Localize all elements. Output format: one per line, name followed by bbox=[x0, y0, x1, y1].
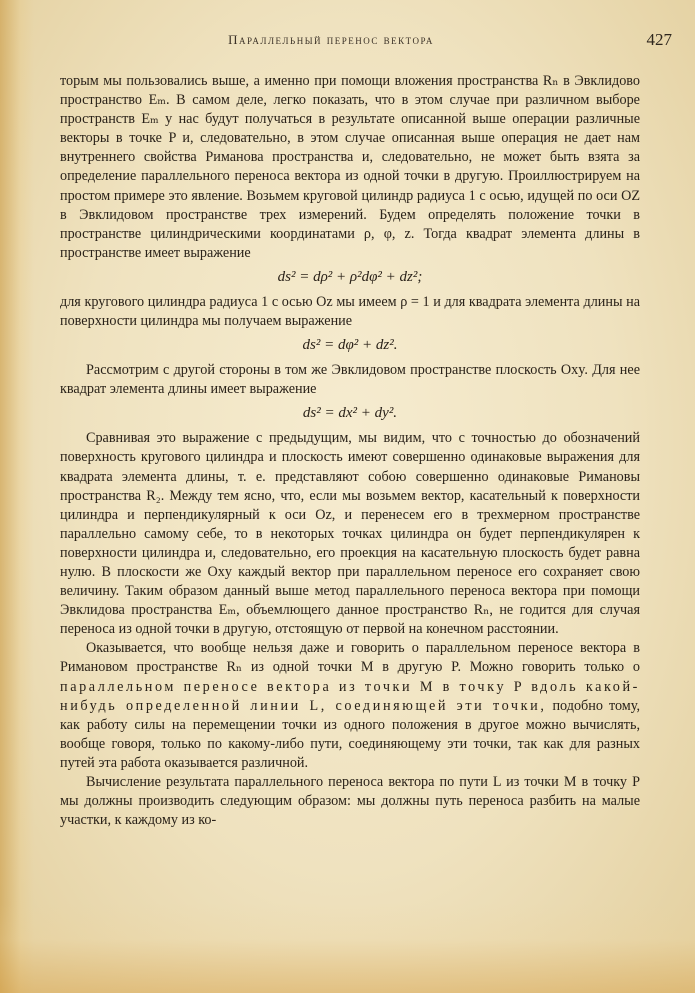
page-number: 427 bbox=[646, 30, 672, 49]
paragraph-5 bbox=[60, 639, 640, 773]
paragraph-6: Вычисление результата параллельного переноса вектора по пути L из точки M в точку P мы должны производить следующим образом: мы должны путь переноса разбить на малые участки, к каждому из ко- bbox=[60, 774, 640, 829]
paragraph-1: торым мы пользовались выше, а именно при помощи вложения пространства Rₙ в Эвклидово пространство Eₘ. В самом деле, легко показать, что в этом случае при различном выборе пространств Eₘ у нас будут получаться в результате описанной выше операции различные векторы в точке P и, следовательно, в этом случае описанная выше операция не дает нам внутреннего свойства Риманова пространства и, следовательно, не может быть взята за определение параллельного переноса вектора из одной точки в другую. Проиллюстрируем на простом примере это явление. Возьмем круговой цилиндр радиуса 1 с осью, идущей по оси OZ в Эвклидовом пространстве трех измерений. Будем определять положение точки в пространстве цилиндрическими координатами ρ, φ, z. Тогда квадрат элемента длины в пространстве имеет выражение bbox=[60, 73, 640, 261]
paragraph-3: Рассмотрим с другой стороны в том же Эвклидовом пространстве плоскость Oxy. Для нее квадрат элемента длины имеет выражение bbox=[60, 362, 640, 398]
formula-plane-metric: ds² = dx² + dy². bbox=[302, 405, 398, 422]
paragraph-4: Сравнивая это выражение с предыдущим, мы видим, что с точностью до обозначений поверхность кругового цилиндра и плоскость имеют совершенно одинаковые выражения для квадрата элемента длины, т. е. представляют собою совершенно одинаковые Римановы пространства R₂. Между тем ясно, что, если мы возьмем вектор, касательный к поверхности цилиндра и перпендикулярный к оси Oz, и перенесем его в трехмерном пространстве параллельно самому себе, то в некоторых точках цилиндра он будет перпендикулярен к поверхности цилиндра и, следовательно, его проекция на касательную плоскость будет равна нулю. В плоскости же Oxy каждый вектор при параллельном переносе его сохраняет свою величину. Таким образом данный выше метод параллельного переноса вектора при помощи Эвклидова пространства Eₘ, объемлющего данное пространство Rₙ, не годится для случая переноса из одной точки в другую, отстоящую от первой на конечном расстоянии. bbox=[60, 430, 640, 638]
paragraph-5-end: подобно тому, как работу силы на перемещении точки из одного положения в другое можно вычислять, вообще говоря, только по какому-либо пути, соединяющему эти точки, так как для разных путей эта работа оказывается различной. bbox=[60, 697, 640, 771]
running-title: Параллельный перенос вектора bbox=[228, 32, 434, 47]
page-edge-shadow bbox=[0, 0, 34, 993]
formula-cylindrical-metric: ds² = dρ² + ρ²dφ² + dz²; bbox=[277, 268, 423, 285]
page-header bbox=[60, 32, 672, 56]
page-bottom-tint bbox=[0, 903, 695, 993]
paragraph-5-emphasis: параллельном переносе вектора из точки M в точку P вдоль какой-нибудь определенной линии L, соединяющей эти точки, bbox=[60, 678, 640, 714]
body-text bbox=[60, 72, 640, 830]
formula-cylinder-surface-metric: ds² = dφ² + dz². bbox=[302, 337, 398, 354]
paragraph-2: для кругового цилиндра радиуса 1 с осью Oz мы имеем ρ = 1 и для квадрата элемента длины на поверхности цилиндра мы получаем выражение bbox=[60, 293, 640, 330]
paragraph-5-start: Оказывается, что вообще нельзя даже и говорить о параллельном переносе вектора в Римановом пространстве Rₙ из одной точки M в другую P. Можно говорить только о bbox=[60, 640, 640, 676]
